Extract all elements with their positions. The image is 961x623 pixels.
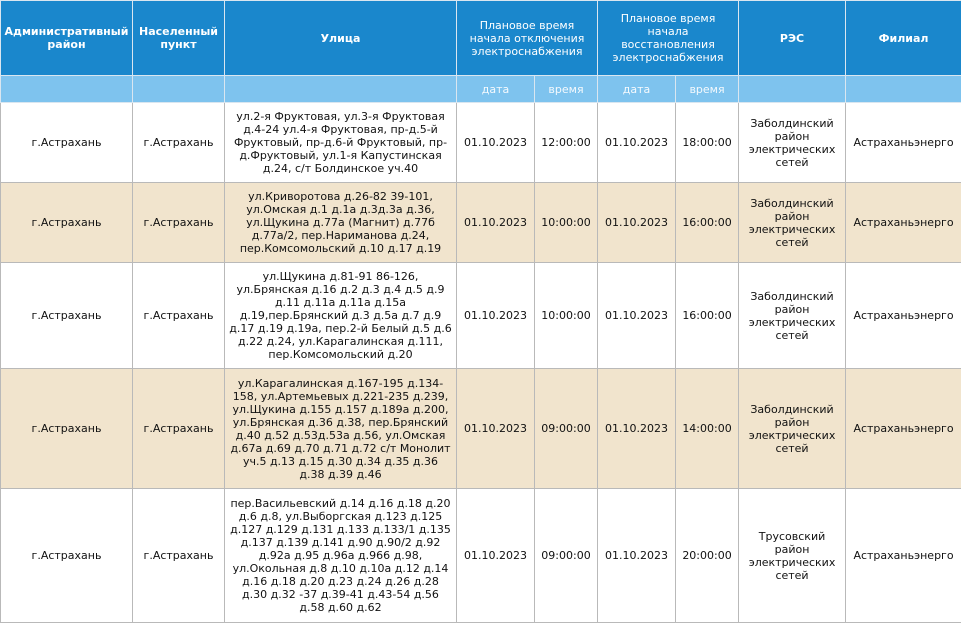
cell-off-date: 01.10.2023 — [457, 369, 535, 489]
cell-locality: г.Астрахань — [133, 183, 225, 263]
cell-on-time: 18:00:00 — [676, 103, 739, 183]
cell-street: ул.Щукина д.81-91 86-126, ул.Брянская д.16 д.2 д.3 д.4 д.5 д.9 д.11 д.11а д.11а д.15а д.19,пер.Брянский д.3 д.5а д.7 д.9 д.17 д.19 д.19а, пер.2-й Белый д.5 д.6 д.22 д.24, ул.Карагалинская д.111, пер.Комсомольский д.20 — [225, 263, 457, 369]
cell-res: Заболдинский район электрических сетей — [739, 369, 846, 489]
cell-off-time: 10:00:00 — [535, 263, 598, 369]
subheader-empty — [133, 76, 225, 103]
cell-on-date: 01.10.2023 — [598, 263, 676, 369]
cell-branch: Астраханьэнерго — [846, 183, 961, 263]
cell-off-date: 01.10.2023 — [457, 183, 535, 263]
subheader-on-date: дата — [598, 76, 676, 103]
cell-branch: Астраханьэнерго — [846, 369, 961, 489]
cell-locality: г.Астрахань — [133, 369, 225, 489]
cell-street: ул.2-я Фруктовая, ул.3-я Фруктовая д.4-24 ул.4-я Фруктовая, пр-д.5-й Фруктовый, пр-д.6-й Фруктовый, пр-д.Фруктовый, ул.1-я Капустинская д.24, с/т Болдинское уч.40 — [225, 103, 457, 183]
subheader-off-time: время — [535, 76, 598, 103]
cell-district: г.Астрахань — [1, 489, 133, 623]
cell-res: Заболдинский район электрических сетей — [739, 263, 846, 369]
subheader-row — [1, 76, 961, 103]
subheader-off-date: дата — [457, 76, 535, 103]
cell-on-date: 01.10.2023 — [598, 103, 676, 183]
cell-street: ул.Карагалинская д.167-195 д.134-158, ул.Артемьевых д.221-235 д.239, ул.Щукина д.155 д.157 д.189а д.200, ул.Брянская д.36 д.38, пер.Брянский д.40 д.52 д.53д.53а д.56, ул.Омская д.67а д.69 д.70 д.71 д.72 с/т Монолит уч.5 д.13 д.15 д.30 д.34 д.35 д.36 д.38 д.39 д.46 — [225, 369, 457, 489]
cell-res: Заболдинский район электрических сетей — [739, 103, 846, 183]
subheader-empty — [846, 76, 961, 103]
table-row — [1, 489, 961, 623]
subheader-empty — [1, 76, 133, 103]
cell-district: г.Астрахань — [1, 369, 133, 489]
cell-on-date: 01.10.2023 — [598, 183, 676, 263]
cell-on-time: 20:00:00 — [676, 489, 739, 623]
header-on-time: Плановое время начала восстановления электроснабжения — [598, 1, 739, 76]
cell-branch: Астраханьэнерго — [846, 489, 961, 623]
cell-off-time: 10:00:00 — [535, 183, 598, 263]
subheader-empty — [739, 76, 846, 103]
cell-district: г.Астрахань — [1, 263, 133, 369]
cell-on-time: 14:00:00 — [676, 369, 739, 489]
cell-on-date: 01.10.2023 — [598, 369, 676, 489]
cell-district: г.Астрахань — [1, 183, 133, 263]
header-district: Административный район — [1, 1, 133, 76]
cell-on-date: 01.10.2023 — [598, 489, 676, 623]
cell-branch: Астраханьэнерго — [846, 103, 961, 183]
header-locality: Населенный пункт — [133, 1, 225, 76]
cell-off-time: 12:00:00 — [535, 103, 598, 183]
cell-off-time: 09:00:00 — [535, 369, 598, 489]
header-branch: Филиал — [846, 1, 961, 76]
cell-off-date: 01.10.2023 — [457, 489, 535, 623]
cell-branch: Астраханьэнерго — [846, 263, 961, 369]
header-res: РЭС — [739, 1, 846, 76]
cell-locality: г.Астрахань — [133, 103, 225, 183]
table-row — [1, 369, 961, 489]
cell-off-date: 01.10.2023 — [457, 103, 535, 183]
cell-district: г.Астрахань — [1, 103, 133, 183]
table-row — [1, 183, 961, 263]
cell-res: Заболдинский район электрических сетей — [739, 183, 846, 263]
table-row — [1, 263, 961, 369]
cell-res: Трусовский район электрических сетей — [739, 489, 846, 623]
cell-on-time: 16:00:00 — [676, 263, 739, 369]
subheader-empty — [225, 76, 457, 103]
cell-on-time: 16:00:00 — [676, 183, 739, 263]
cell-street: пер.Васильевский д.14 д.16 д.18 д.20 д.6 д.8, ул.Выборгская д.123 д.125 д.127 д.129 д.131 д.133 д.133/1 д.135 д.137 д.139 д.141 д.90 д.90/2 д.92 д.92а д.95 д.96а д.966 д.98, ул.Окольная д.8 д.10 д.10а д.12 д.14 д.16 д.18 д.20 д.23 д.24 д.26 д.28 д.30 д.32 -37 д.39-41 д.43-54 д.56 д.58 д.60 д.62 — [225, 489, 457, 623]
cell-off-date: 01.10.2023 — [457, 263, 535, 369]
cell-off-time: 09:00:00 — [535, 489, 598, 623]
cell-locality: г.Астрахань — [133, 263, 225, 369]
header-off-time: Плановое время начала отключения электроснабжения — [457, 1, 598, 76]
cell-street: ул.Криворотова д.26-82 39-101, ул.Омская д.1 д.1а д.3д.3а д.36, ул.Щукина д.77а (Магнит) д.77б д.77а/2, пер.Нариманова д.24, пер.Комсомольский д.10 д.17 д.19 — [225, 183, 457, 263]
header-street: Улица — [225, 1, 457, 76]
cell-locality: г.Астрахань — [133, 489, 225, 623]
header-row — [1, 1, 961, 76]
table-row — [1, 103, 961, 183]
subheader-on-time: время — [676, 76, 739, 103]
